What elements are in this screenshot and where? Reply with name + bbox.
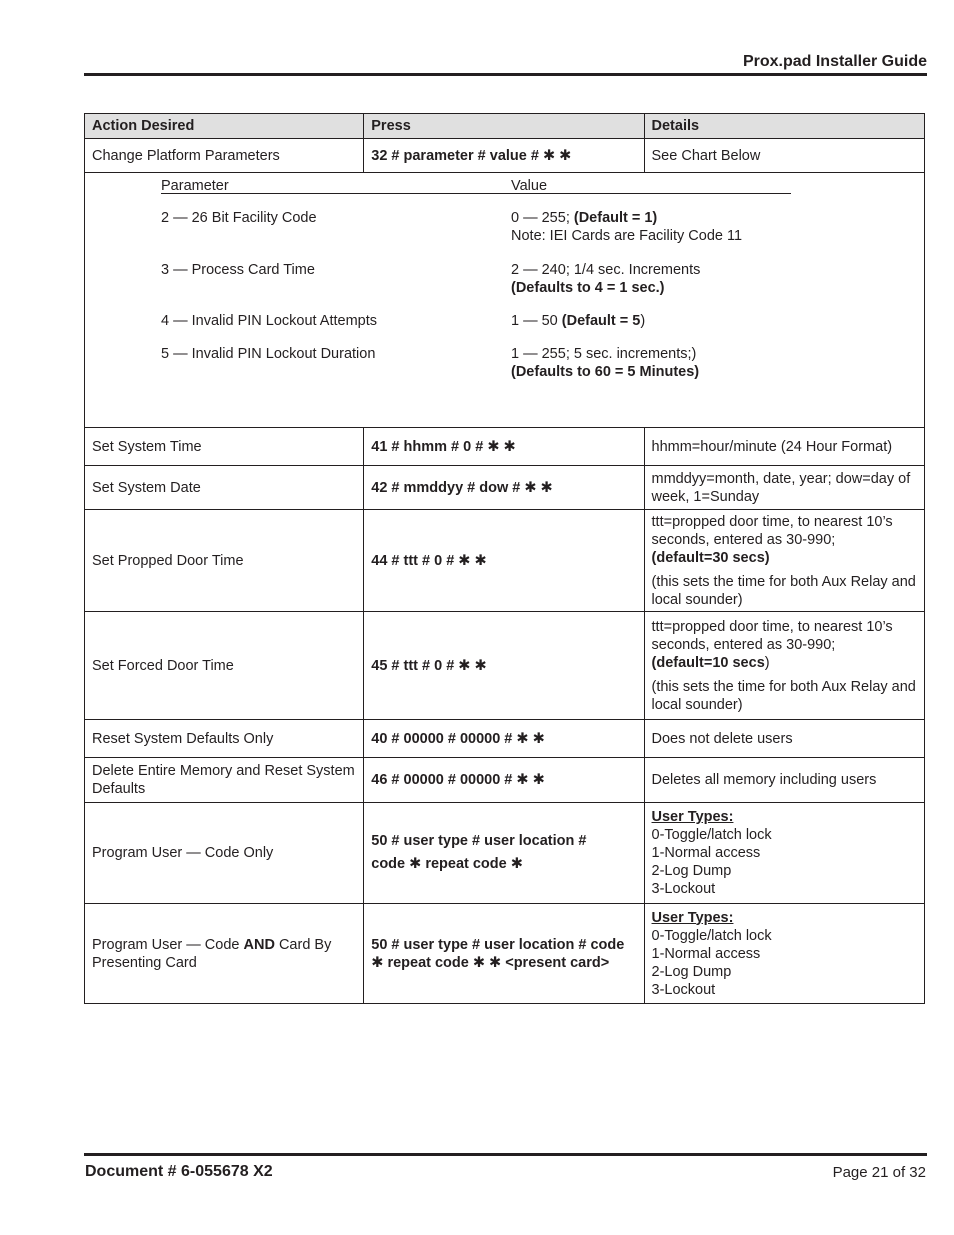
value-text: ) <box>640 313 646 329</box>
details-cell <box>644 803 924 904</box>
action-cell: Set System Time <box>85 428 364 466</box>
details-paragraph <box>652 513 917 567</box>
details-text: ) <box>764 654 770 671</box>
value-default: (Default = 5 <box>561 313 641 329</box>
press-cell: 44 # ttt # 0 # ✱ ✱ <box>364 510 644 612</box>
value-text: 2 — 240; 1/4 sec. Increments <box>511 262 701 278</box>
page-number: Page 21 of 32 <box>832 1164 926 1181</box>
table-row <box>85 428 925 466</box>
details-cell: hhmm=hour/minute (24 Hour Format) <box>644 428 924 466</box>
details-default: (default=30 secs) <box>651 549 770 566</box>
user-type-item: 3-Lockout <box>651 981 716 998</box>
details-paragraph: (this sets the time for both Aux Relay and local sounder) <box>651 573 916 608</box>
user-type-item: 1-Normal access <box>651 945 761 962</box>
details-default: (default=10 secs <box>651 654 765 671</box>
chart-header-parameter: Parameter <box>161 178 229 194</box>
details-paragraph <box>652 618 917 672</box>
value-text: 1 — 255; 5 sec. increments;) <box>511 346 697 362</box>
details-cell: See Chart Below <box>644 139 924 173</box>
value-text: 0 — 255; <box>511 210 574 226</box>
action-cell: Program User — Code Only <box>85 803 364 904</box>
chart-value <box>511 312 811 330</box>
chart-value <box>511 209 811 245</box>
action-cell: Delete Entire Memory and Reset System Defaults <box>85 758 364 803</box>
column-header-action: Action Desired <box>85 114 364 139</box>
user-type-item: 0-Toggle/latch lock <box>651 827 772 843</box>
column-header-press: Press <box>364 114 644 139</box>
table-row <box>85 510 925 612</box>
table-header-row <box>85 114 925 139</box>
user-type-item: 3-Lockout <box>651 881 716 897</box>
user-type-item: 0-Toggle/latch lock <box>651 927 772 944</box>
action-cell: Change Platform Parameters <box>85 139 364 173</box>
table-row <box>85 720 925 758</box>
value-default: (Default = 1) <box>573 210 658 226</box>
value-text: 1 — 50 <box>511 313 562 329</box>
press-cell: 41 # hhmm # 0 # ✱ ✱ <box>364 428 644 466</box>
chart-header <box>161 177 791 194</box>
details-cell <box>644 904 924 1004</box>
press-cell <box>364 803 644 904</box>
action-cell: Set Propped Door Time <box>85 510 364 612</box>
command-table <box>84 113 925 1004</box>
table-row <box>85 466 925 510</box>
chart-param: 2 — 26 Bit Facility Code <box>161 210 317 226</box>
press-cell: 50 # user type # user location # code ✱ repeat code ✱ ✱ <present card> <box>364 904 644 1004</box>
press-cell: 46 # 00000 # 00000 # ✱ ✱ <box>364 758 644 803</box>
value-default: (Defaults to 4 = 1 sec.) <box>511 280 665 296</box>
action-cell: Set System Date <box>85 466 364 510</box>
parameter-chart <box>85 173 925 428</box>
column-header-details: Details <box>644 114 924 139</box>
table-row <box>85 758 925 803</box>
chart-param: 4 — Invalid PIN Lockout Attempts <box>161 313 377 329</box>
action-cell <box>85 904 364 1004</box>
value-note: Note: IEI Cards are Facility Code 11 <box>511 228 743 244</box>
details-text: ttt=propped door time, to nearest 10’s seconds, entered as 30-990; <box>651 618 893 653</box>
chart-param: 5 — Invalid PIN Lockout Duration <box>161 346 376 362</box>
chart-header-value: Value <box>511 178 548 194</box>
document-number: Document # 6-055678 X2 <box>85 1163 273 1180</box>
action-text: Card By Presenting Card <box>92 936 332 971</box>
details-cell: Does not delete users <box>644 720 924 758</box>
user-type-item: 2-Log Dump <box>651 863 732 879</box>
user-type-item: 2-Log Dump <box>651 963 732 980</box>
page-header-title: Prox.pad Installer Guide <box>742 53 927 70</box>
action-emphasis: AND <box>243 936 275 953</box>
user-type-item: 1-Normal access <box>651 845 761 861</box>
details-cell <box>644 510 924 612</box>
details-text: ttt=propped door time, to nearest 10’s seconds, entered as 30-990; <box>651 513 893 548</box>
press-text: 50 # user type # user location # <box>371 833 587 849</box>
footer-rule <box>84 1153 927 1156</box>
action-text: Program User — Code <box>92 936 244 953</box>
press-cell: 42 # mmddyy # dow # ✱ ✱ <box>364 466 644 510</box>
user-types-label: User Types: <box>651 909 734 926</box>
press-cell: 45 # ttt # 0 # ✱ ✱ <box>364 612 644 720</box>
details-cell <box>644 612 924 720</box>
details-cell: Deletes all memory including users <box>644 758 924 803</box>
press-text: code ✱ repeat code ✱ <box>371 856 523 872</box>
action-cell: Set Forced Door Time <box>85 612 364 720</box>
user-types-label: User Types: <box>651 809 734 825</box>
parameter-chart-row <box>85 173 925 428</box>
table-row <box>85 904 925 1004</box>
press-cell: 32 # parameter # value # ✱ ✱ <box>364 139 644 173</box>
value-default: (Defaults to 60 = 5 Minutes) <box>511 364 700 380</box>
table-row <box>85 803 925 904</box>
table-row <box>85 139 925 173</box>
chart-param: 3 — Process Card Time <box>161 262 315 278</box>
press-cell: 40 # 00000 # 00000 # ✱ ✱ <box>364 720 644 758</box>
details-paragraph: (this sets the time for both Aux Relay and local sounder) <box>651 678 916 713</box>
chart-value <box>511 261 811 297</box>
header-rule <box>84 73 927 76</box>
action-cell: Reset System Defaults Only <box>85 720 364 758</box>
table-row <box>85 612 925 720</box>
details-cell: mmddyy=month, date, year; dow=day of week, 1=Sunday <box>644 466 924 510</box>
chart-value <box>511 345 811 381</box>
